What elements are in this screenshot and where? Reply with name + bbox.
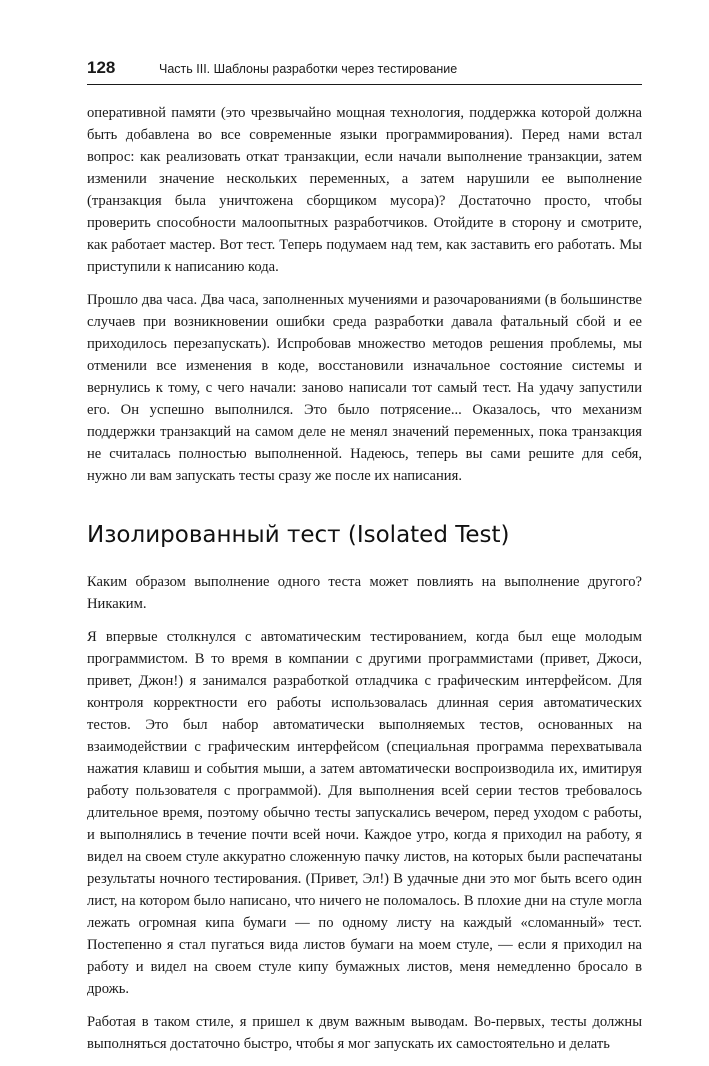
paragraph-5: Работая в таком стиле, я пришел к двум важным выводам. Во-первых, тесты должны выполняться достаточно быстро, чтобы я мог запускать их самостоятельно и делать [87, 1014, 642, 1052]
paragraph-4: Я впервые столкнулся с автоматическим тестированием, когда был еще молодым программистом. В то время в компании с другими программистами (привет, Джоси, привет, Джон!) я занимался разработкой отладчика с графическим интерфейсом. Для контроля корректности его работы использовалась длинная серия автоматических тестов. Это был набор автоматически выполняемых тестов, основанных на взаимодействии с графическим интерфейсом (специальная программа перехватывала нажатия клавиш и события мыши, а затем автоматически воспроизводила их, имитируя работу пользователя с программой). Для выполнения всей серии тестов требовалось длительное время, поэтому обычно тесты запускались вечером, перед уходом с работы, и выполнялись в течение почти всей ночи. Каждое утро, когда я приходил на работу, я видел на своем стуле аккуратно сложенную пачку листов, на которых были распечатаны результаты ночного тестирования. (Привет, Эл!) В удачные дни это мог быть всего один лист, на котором было написано, что ничего не поломалось. В плохие дни на стуле могла лежать огромная кипа бумаги — по одному листу на каждый «сломанный» тест. Постепенно я стал пугаться вида листов бумаги на моем стуле, — если я приходил на работу и видел на своем стуле кипу бумажных листов, меня немедленно бросало в дрожь. [87, 629, 642, 997]
page-body [87, 102, 642, 1066]
paragraph-1: оперативной памяти (это чрезвычайно мощная технология, поддержка которой должна быть добавлена во все современные языки программирования). Перед нами встал вопрос: как реализовать откат транзакции, если начали выполнение транзакции, затем изменили значение нескольких переменных, а затем нарушили ее выполнение (транзакция была уничтожена сборщиком мусора)? Достаточно просто, чтобы проверить способности малоопытных разработчиков. Отойдите в сторону и смотрите, как работает мастер. Вот тест. Теперь подумаем над тем, как заставить его работать. Мы приступили к написанию кода. [87, 105, 642, 275]
paragraph-3: Каким образом выполнение одного теста может повлиять на выполнение другого? Никаким. [87, 574, 642, 612]
running-title: Часть III. Шаблоны разработки через тестирование [159, 62, 458, 76]
page-header [87, 58, 642, 80]
page-number: 128 [87, 58, 116, 77]
paragraph-2: Прошло два часа. Два часа, заполненных мучениями и разочарованиями (в большинстве случаев при возникновении ошибки среда разработки давала фатальный сбой и ее приходилось перезапускать). Испробовав множество методов решения проблемы, мы отменили все изменения в коде, восстановили изначальное состояние системы и вернулись к тому, с чего начали: заново написали тот самый тест. На удачу запустили его. Он успешно выполнился. Это было потрясение... Оказалось, что механизм поддержки транзакций на самом деле не менял значений переменных, пока транзакция не считалась полностью выполненной. Надеюсь, теперь вы сами решите для себя, нужно ли вам запускать тесты сразу же после их написания. [87, 292, 642, 484]
header-rule [87, 84, 642, 85]
section-title: Изолированный тест (Isolated Test) [87, 522, 510, 548]
